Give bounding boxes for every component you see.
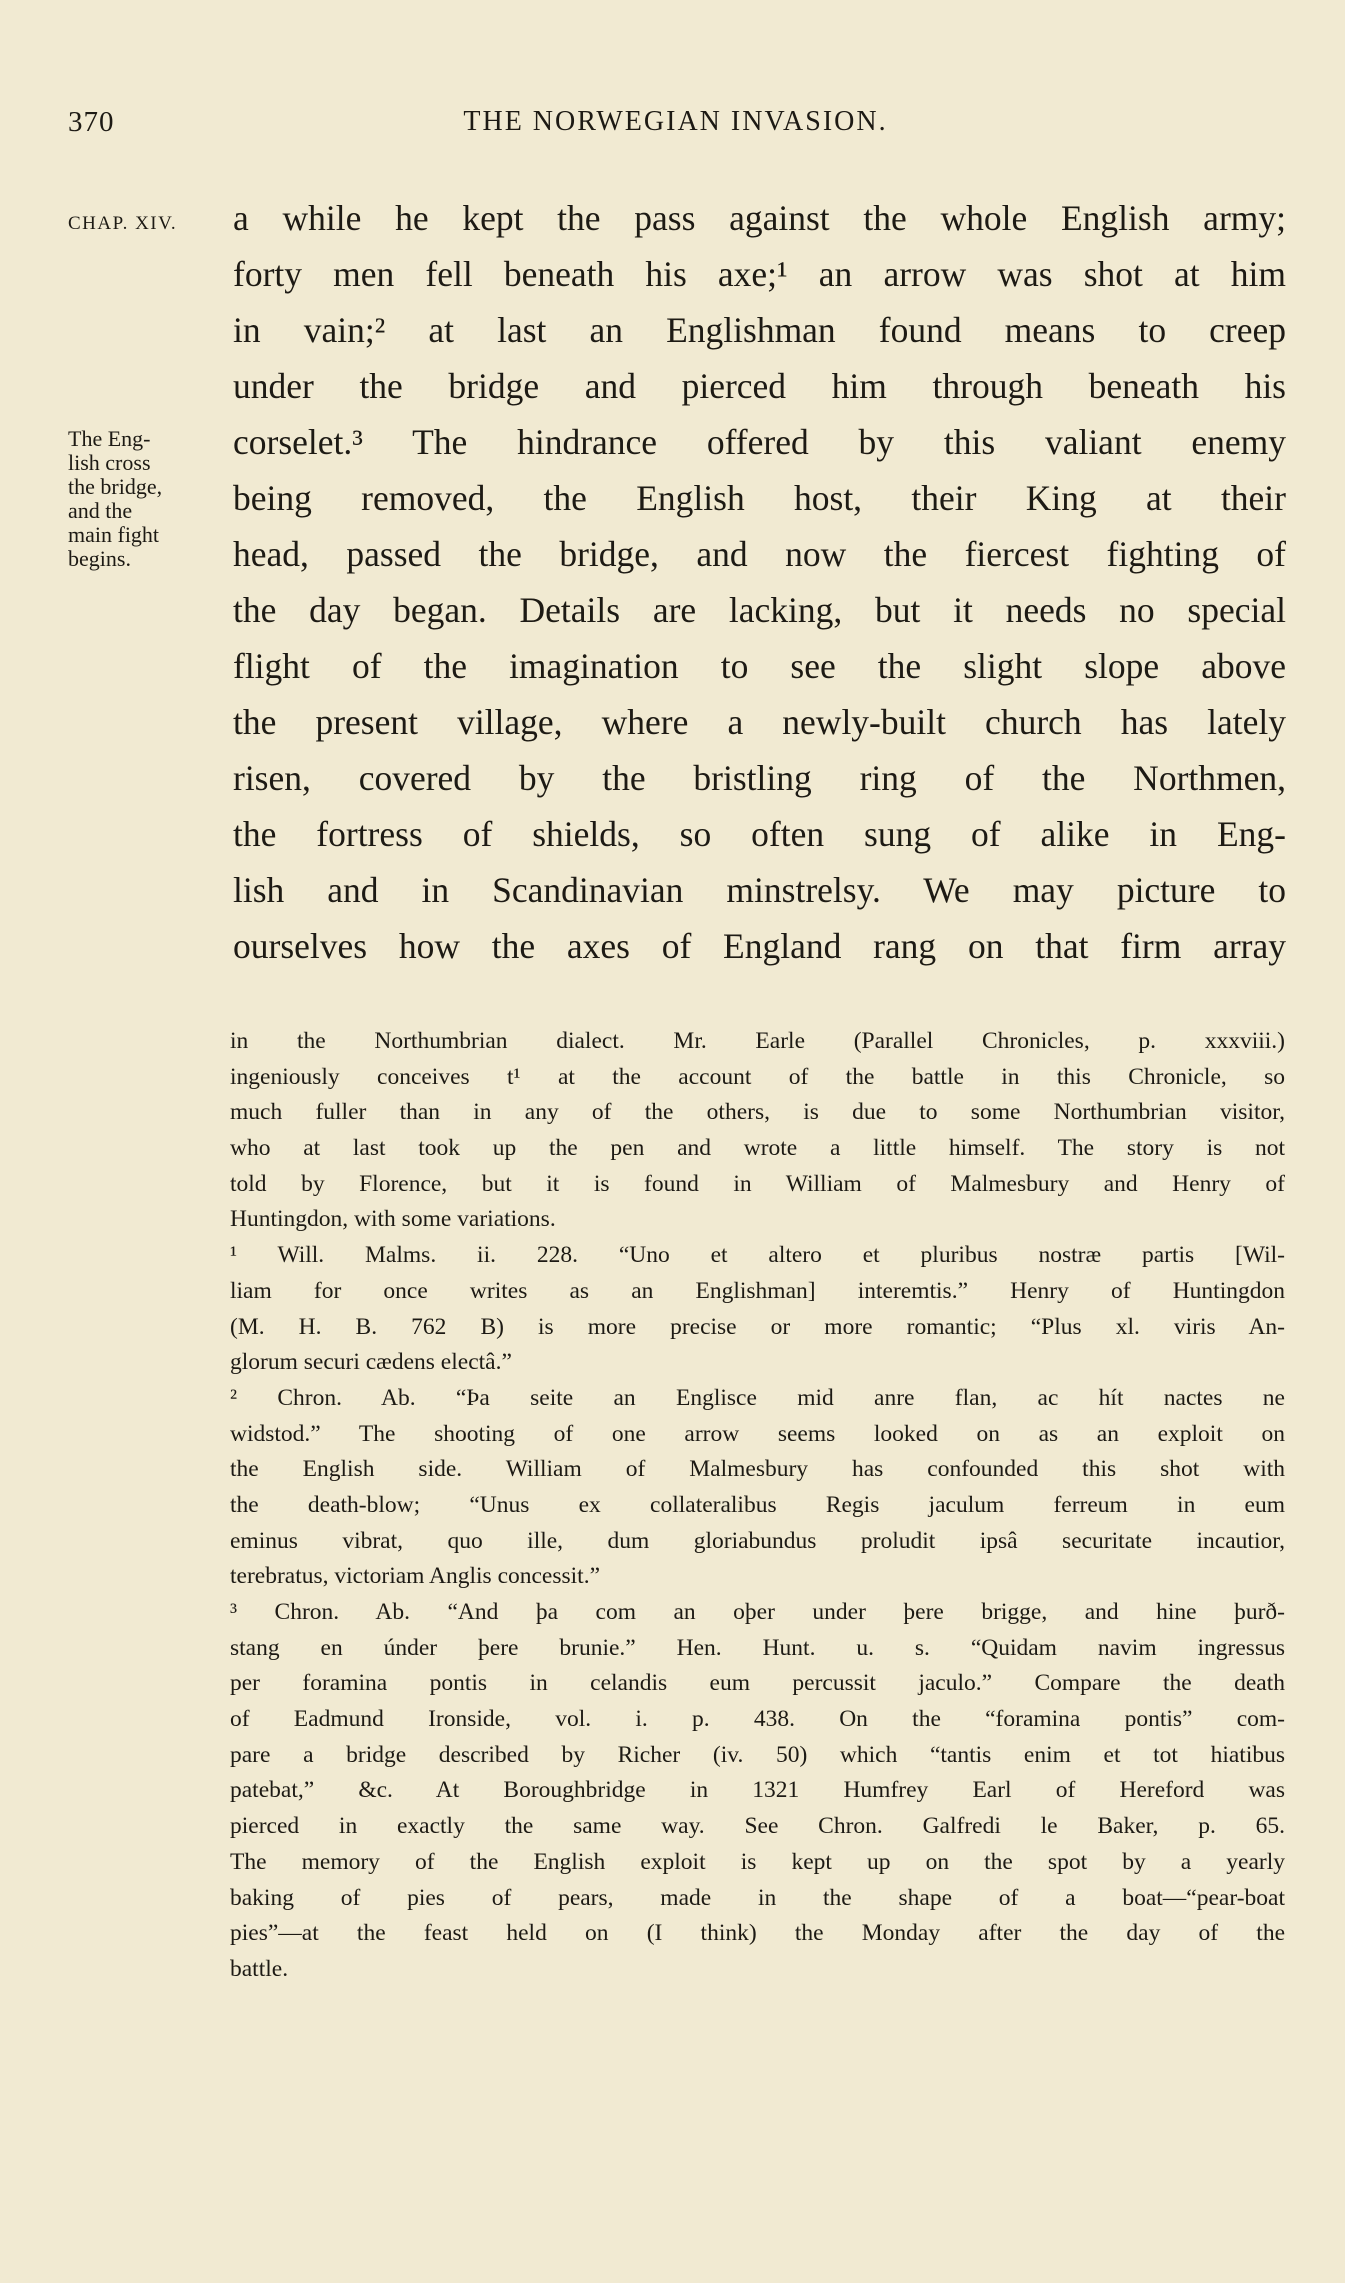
body-line: lish and in Scandinavian minstrelsy. We may picture to — [233, 870, 1286, 910]
footnote-line: ³ Chron. Ab. “And þa com an oþer under þere brigge, and hine þurð- — [230, 1599, 1285, 1625]
footnotes — [230, 1024, 1285, 1988]
footnote-line: (M. H. B. 762 B) is more precise or more romantic; “Plus xl. viris An- — [230, 1313, 1285, 1340]
footnote-line: pierced in exactly the same way. See Chron. Galfredi le Baker, p. 65. — [230, 1813, 1285, 1840]
footnote-line: pies”—at the feast held on (I think) the Monday after the day of the — [230, 1920, 1285, 1947]
page-header — [68, 106, 1283, 146]
body-line: the day began. Details are lacking, but it needs no special — [233, 590, 1286, 630]
running-title: THE NORWEGIAN INVASION. — [463, 106, 888, 137]
body-line: in vain;² at last an Englishman found means to creep — [233, 310, 1286, 350]
footnote-line: terebratus, victoriam Anglis concessit.” — [230, 1563, 601, 1590]
footnote-line: told by Florence, but it is found in William of Malmesbury and Henry of — [230, 1170, 1285, 1197]
footnote-line: ² Chron. Ab. “Þa seite an Englisce mid anre flan, ac hít nactes ne — [230, 1384, 1285, 1411]
footnote-line: of Eadmund Ironside, vol. i. p. 438. On the “foramina pontis” com- — [230, 1706, 1285, 1733]
footnote-line: pare a bridge described by Richer (iv. 50) which “tantis enim et tot hiatibus — [230, 1741, 1285, 1768]
body-line: head, passed the bridge, and now the fiercest fighting of — [233, 534, 1286, 574]
footnote-line: The memory of the English exploit is kept up on the spot by a yearly — [230, 1848, 1285, 1875]
sidenote-line: main fight — [68, 522, 160, 547]
footnote-line: the English side. William of Malmesbury has confounded this shot with — [230, 1456, 1285, 1483]
chapter-marker: CHAP. XIV. — [68, 213, 178, 234]
footnote-line: battle. — [230, 1955, 289, 1982]
footnote-line: much fuller than in any of the others, is due to some Northumbrian visitor, — [230, 1099, 1285, 1126]
footnote-line: glorum securi cædens electâ.” — [230, 1349, 512, 1376]
footnote-line: who at last took up the pen and wrote a little himself. The story is not — [230, 1135, 1285, 1162]
body-line: the present village, where a newly-built church has lately — [233, 702, 1286, 742]
page-number: 370 — [68, 106, 115, 138]
footnote-line: stang en únder þere brunie.” Hen. Hunt. u. s. “Quidam navim ingressus — [230, 1634, 1285, 1661]
body-line: being removed, the English host, their King at their — [233, 478, 1286, 518]
footnote-line: Huntingdon, with some variations. — [230, 1206, 556, 1233]
body-line: flight of the imagination to see the slight slope above — [233, 646, 1286, 686]
body-line: the fortress of shields, so often sung of alike in Eng- — [233, 814, 1286, 854]
body-line: under the bridge and pierced him through beneath his — [233, 366, 1286, 406]
footnote-line: the death-blow; “Unus ex collateralibus Regis jaculum ferreum in eum — [230, 1491, 1285, 1518]
footnote-line: in the Northumbrian dialect. Mr. Earle (Parallel Chronicles, p. xxxviii.) — [230, 1028, 1285, 1054]
body-text — [233, 190, 1286, 974]
body-line: forty men fell beneath his axe;¹ an arrow was shot at him — [233, 254, 1286, 294]
sidenote-line: and the — [68, 498, 133, 523]
footnote-line: per foramina pontis in celandis eum percussit jaculo.” Compare the death — [230, 1670, 1285, 1697]
footnote-line: liam for once writes as an Englishman] interemtis.” Henry of Huntingdon — [230, 1277, 1285, 1304]
footnote-line: patebat,” &c. At Boroughbridge in 1321 Humfrey Earl of Hereford was — [230, 1777, 1285, 1804]
body-line: corselet.³ The hindrance offered by this valiant enemy — [233, 422, 1286, 462]
sidenote-line: the bridge, — [68, 474, 163, 499]
body-line: risen, covered by the bristling ring of the Northmen, — [233, 758, 1286, 798]
footnote-line: eminus vibrat, quo ille, dum gloriabundus proludit ipsâ securitate incautior, — [230, 1527, 1285, 1554]
footnote-line: widstod.” The shooting of one arrow seems looked on as an exploit on — [230, 1420, 1285, 1447]
sidenote-line: begins. — [68, 546, 131, 571]
footnote-line: ingeniously conceives t¹ at the account of the battle in this Chronicle, so — [230, 1063, 1285, 1090]
sidenote-line: The Eng- — [68, 426, 151, 451]
marginal-sidenote — [68, 427, 223, 571]
body-line: ourselves how the axes of England rang on that firm array — [233, 926, 1286, 966]
body-line: a while he kept the pass against the whole English army; — [233, 198, 1286, 238]
sidenote-line: lish cross — [68, 450, 151, 475]
footnote-line: baking of pies of pears, made in the shape of a boat—“pear-boat — [230, 1884, 1285, 1911]
footnote-line: ¹ Will. Malms. ii. 228. “Uno et altero et pluribus nostræ partis [Wil- — [230, 1242, 1285, 1269]
